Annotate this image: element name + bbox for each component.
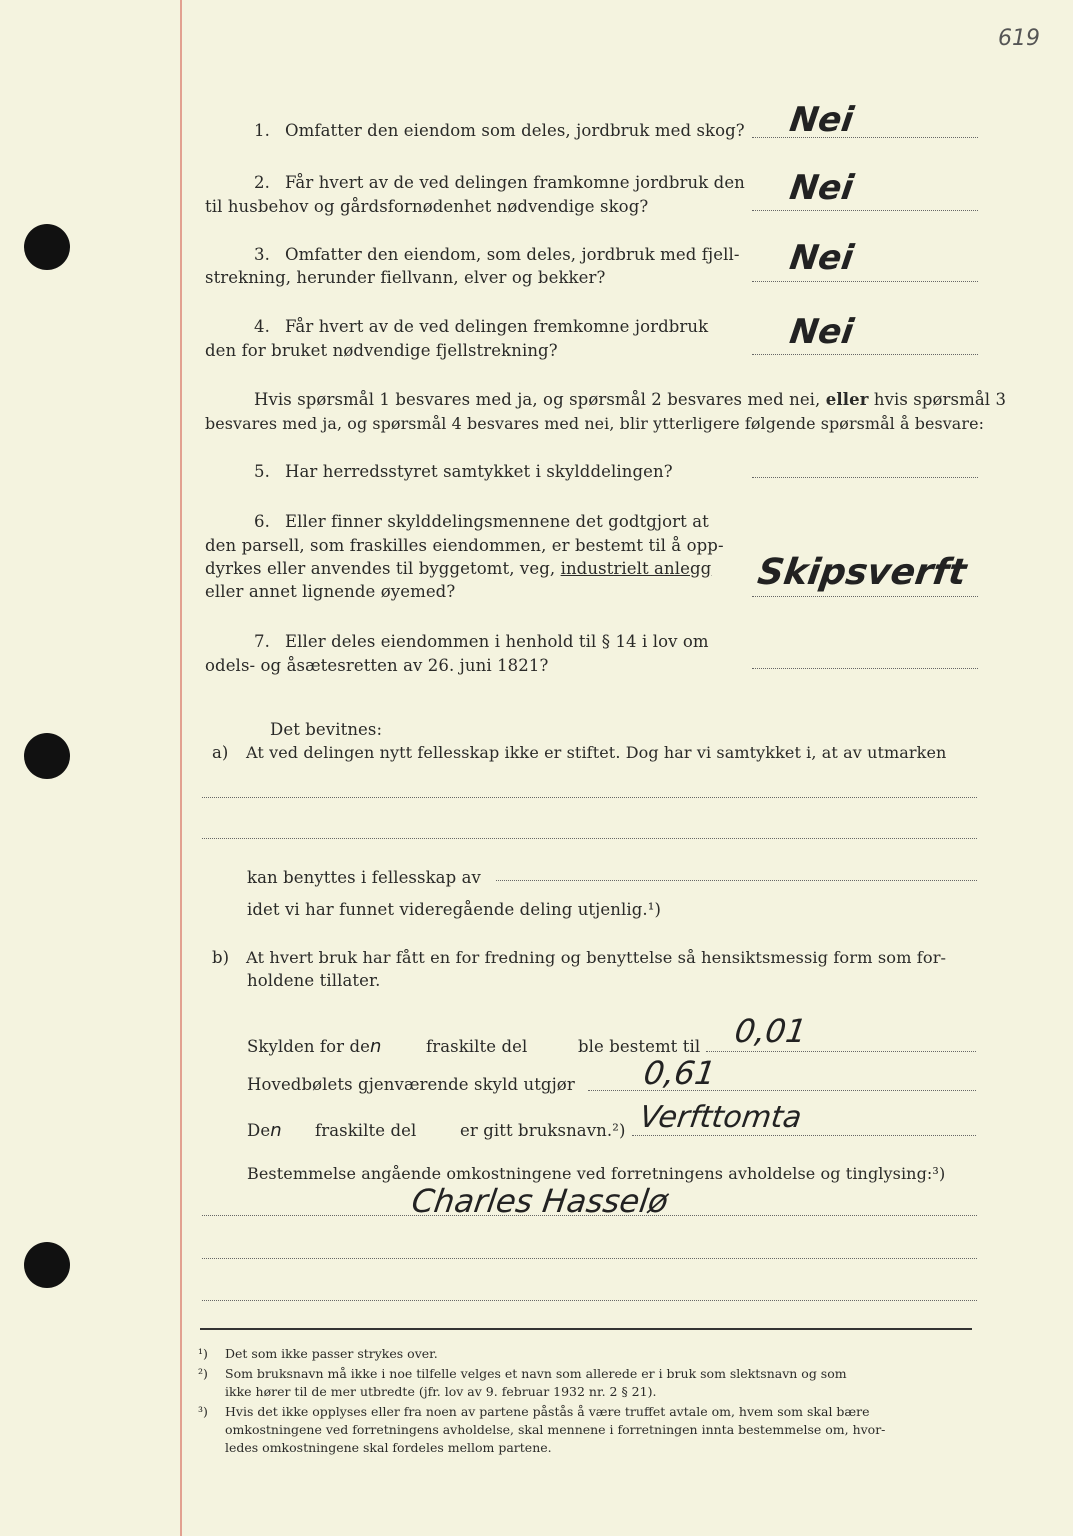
testimony-a-label: a) [212,743,229,762]
answer-line [752,477,978,478]
assessment-line-1 [247,1035,382,1058]
question-5-number: 5. [254,462,270,481]
answer-1: Nei [787,100,856,140]
question-6-line-3-pre: dyrkes eller anvendes til byggetomt, veg, [205,559,556,578]
blank-line [496,880,977,881]
conditional-line-2: besvares med ja, og spørsmål 4 besvares med nei, blir ytterligere følgende spørsmål å besvare: [205,414,985,433]
blank-line [202,1258,977,1259]
signature: Charles Hasselø [409,1182,671,1220]
question-1-number: 1. [254,121,270,140]
answer-line [752,596,978,597]
answer-3: Nei [787,238,856,278]
conditional-line-1-post: hvis spørsmål 3 [873,390,1007,409]
conditional-bold-word: eller [825,390,869,409]
share-label-suffix: ble bestemt til [578,1037,701,1056]
question-4-number: 4. [254,317,270,336]
share-label-prefix: Skylden for de [247,1037,370,1056]
share-value: 0,01 [732,1012,809,1050]
answer-6: Skipsverft [755,552,969,593]
question-3-line-1: Omfatter den eiendom, som deles, jordbruk med fjell- [285,245,740,264]
footnote-2-line-2: ikke hører til de mer utbredte (jfr. lov av 9. februar 1932 nr. 2 § 21). [225,1384,657,1399]
underlined-option: industrielt anlegg [560,559,712,578]
footnote-3-line-2: omkostningene ved forretningens avholdelse, skal mennene i forretningen innta bestemmelse om, hvor- [225,1422,886,1437]
question-2-line-1: Får hvert av de ved delingen framkomne jordbruk den [285,173,745,192]
question-2-number: 2. [254,173,270,192]
testimony-a-text: At ved delingen nytt fellesskap ikke er stiftet. Dog har vi samtykket i, at av utmarken [246,743,947,762]
question-3-number: 3. [254,245,270,264]
question-3-line-2: strekning, herunder fiellvann, elver og bekker? [205,268,606,287]
question-5-text: Har herredsstyret samtykket i skylddelingen? [285,462,673,481]
question-6-line-1: Eller finner skylddelingsmennene det godtgjort at [285,512,709,531]
blank-line [202,1300,977,1301]
remaining-share-value: 0,61 [641,1054,718,1092]
conditional-line-1-pre: Hvis spørsmål 1 besvares med ja, og spørsmål 2 besvares med nei, [254,390,821,409]
question-7-line-2: odels- og åsætesretten av 26. juni 1821? [205,656,549,675]
answer-line [752,668,978,669]
property-name-line [247,1119,282,1142]
question-6-line-3 [205,557,711,580]
answer-line [752,210,978,211]
footnote-2-mark: ²) [198,1366,208,1381]
testimony-b-line-2: holdene tillater. [247,971,381,990]
costs-label: Bestemmelse angående omkostningene ved forretningens avholdelse og tinglysing:³) [247,1164,946,1183]
footnote-3-line-1: Hvis det ikke opplyses eller fra noen av partene påstås å være truffet avtale om, hvem som skal bære [225,1404,870,1419]
name-label-suffix: er gitt bruksnavn.²) [460,1121,626,1140]
footnote-divider [200,1328,972,1330]
footnote-2-line-1: Som bruksnavn må ikke i noe tilfelle velges et navn som allerede er i bruk som slektsnavn og som [225,1366,847,1381]
property-name: Verfttomta [637,1100,804,1135]
remaining-share-label: Hovedbølets gjenværende skyld utgjør [247,1075,575,1094]
handwritten-letter: n [270,1120,282,1141]
testimony-b-line-1: At hvert bruk har fått en for fredning og benyttelse så hensiktsmessig form som for- [246,948,947,967]
punch-hole [24,733,70,779]
question-2-line-2: til husbehov og gårdsfornødenhet nødvendige skog? [205,197,649,216]
name-label-mid: fraskilte del [315,1121,417,1140]
share-label-mid: fraskilte del [426,1037,528,1056]
division-reason: idet vi har funnet videregående deling utjenlig.¹) [247,900,661,919]
question-6-line-4: eller annet lignende øyemed? [205,582,456,601]
punch-hole [24,224,70,270]
answer-2: Nei [787,168,856,208]
conditional-line-1 [254,388,1006,411]
handwritten-letter: n [370,1036,382,1057]
answer-line [752,137,978,138]
answer-line [752,354,978,355]
question-4-line-2: den for bruket nødvendige fjellstrekning? [205,341,558,360]
footnote-1-text: Det som ikke passer strykes over. [225,1346,438,1361]
punch-hole [24,1242,70,1288]
question-4-line-1: Får hvert av de ved delingen fremkomne jordbruk [285,317,709,336]
question-7-line-1: Eller deles eiendommen i henhold til § 14 i lov om [285,632,709,651]
question-7-number: 7. [254,632,270,651]
shared-use-label: kan benyttes i fellesskap av [247,868,481,887]
blank-line [202,838,977,839]
blank-line [202,797,977,798]
testimony-b-label: b) [212,948,230,967]
blank-line [632,1135,976,1136]
footnote-3-line-3: ledes omkostningene skal fordeles mellom partene. [225,1440,552,1455]
blank-line [706,1051,976,1052]
answer-line [752,281,978,282]
footnote-1-mark: ¹) [198,1346,208,1361]
question-6-number: 6. [254,512,270,531]
page-number: 619 [998,26,1040,51]
name-label-prefix: De [247,1121,271,1140]
answer-4: Nei [787,312,856,352]
blank-line [202,1215,977,1216]
footnote-3-mark: ³) [198,1404,208,1419]
margin-line [180,0,182,1536]
question-1-text: Omfatter den eiendom som deles, jordbruk med skog? [285,121,745,140]
question-6-line-2: den parsell, som fraskilles eiendommen, er bestemt til å opp- [205,536,724,555]
testimony-heading: Det bevitnes: [270,720,383,739]
